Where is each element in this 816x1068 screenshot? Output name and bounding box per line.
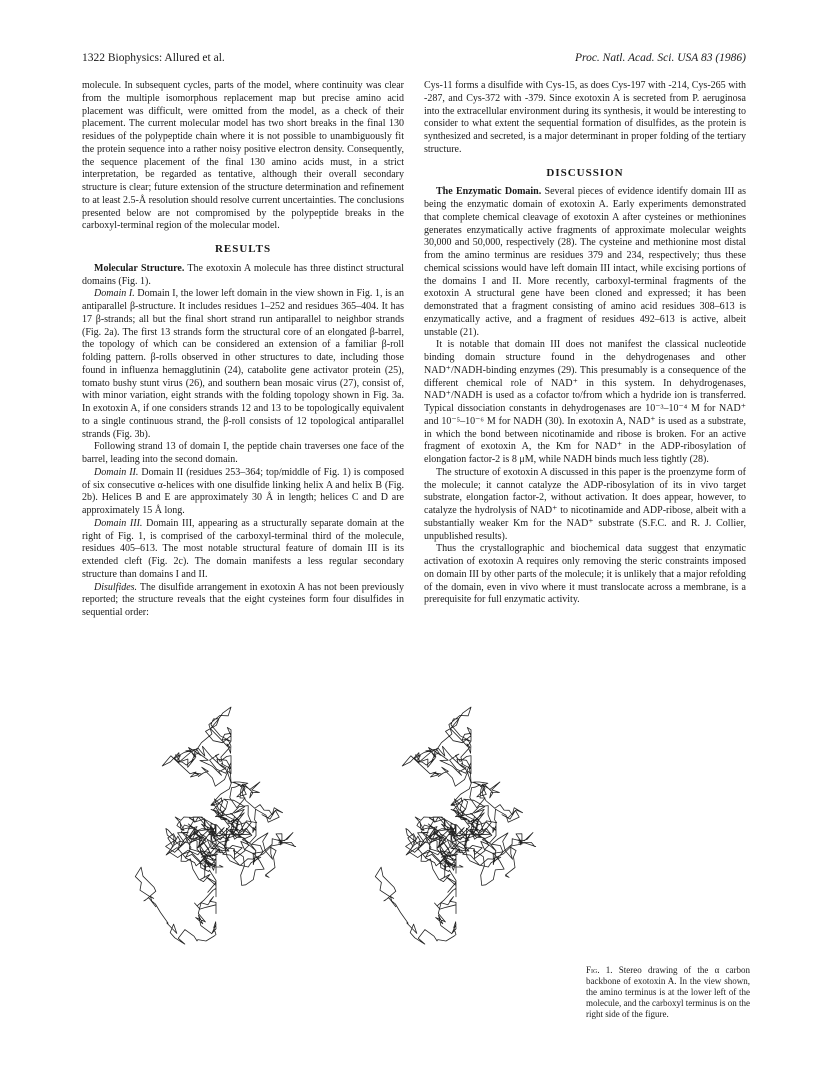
stereo-backbone-figure [96, 692, 566, 1027]
paragraph-text: The disulfide arrangement in exotoxin A has not been previously reported; the structure reveals that the eight cysteines form four disulfides in sequential order: [82, 581, 404, 618]
paragraph-text: Domain II (residues 253–364; top/middle of Fig. 1) is composed of six consecutive α-helices with one disulfide linking helix A and helix B (Fig. 2b). Helices B and E are approximately 30 Å in length; helices C and D are approximately 15 Å long. [82, 466, 404, 516]
results-heading: RESULTS [214, 243, 272, 255]
run-in-heading: Domain II. [94, 466, 139, 478]
paragraph: Following strand 13 of domain I, the peptide chain traverses one face of the barrel, leading into the second domain. [82, 441, 404, 465]
backbone-right-view [375, 707, 535, 944]
backbone-drawing [96, 692, 566, 1027]
paragraph: The structure of exotoxin A discussed in this paper is the proenzyme form of the molecule; it cannot catalyze the ADP-ribosylation of its in vivo target substrate, elongation factor-2, without activation. It does appear, however, to catalyze the hydrolysis of NAD⁺ to nicotinamide and ADP-ribose, albeit with a substantially weaker Km for the NAD⁺ substrate (S.F.C. and R. J. Collier, unpublished results). [424, 466, 746, 542]
backbone-left-view [135, 707, 295, 944]
figure-caption [586, 965, 750, 1020]
paragraph-text: Domain I, the lower left domain in the view shown in Fig. 1, is an antiparallel β-structure. It includes residues 1–252 and residues 365–404. It has 17 β-strands; all but the final short strand run antiparallel to neighbor strands (Fig. 2a). The first 13 strands form the structural core of an elongated β-barrel, the topology of which can be considered an extension of a familiar β-roll folding pattern. β-rolls observed in other structures to date, including those found in influenza hemagglutinin (24), catabolite gene activator protein (25), tomato bushy stunt virus (26), and southern bean mosaic virus (27), consist of, with minor variation, eight strands with the folding topology shown in Fig. 3a. In exotoxin A, if one considers strands 12 and 13 to be topologically equivalent to a single continuous strand, the β-roll consists of 12 topological antiparallel strands (Fig. 3b). [82, 288, 404, 440]
journal-citation: Proc. Natl. Acad. Sci. USA 83 (1986) [575, 52, 746, 64]
paragraph [82, 467, 404, 518]
paragraph-text: The exotoxin A molecule has three distinct structural domains (Fig. 1). [82, 262, 404, 287]
discussion-heading: DISCUSSION [546, 166, 624, 179]
paragraph: molecule. In subsequent cycles, parts of the model, where continuity was clear from the multiple isomorphous replacement map but precise amino acid placement was difficult, were omitted from the model, as a check of their placement. The current molecular model has two short breaks in the final 130 residues of the polypeptide chain where it is not possible to unambiguously fit the protein sequence into a rather noisy positive electron density. Consequently, the sequence placement of the final 130 amino acids must, in a strict interpretation, be regarded as tentative, although their overall secondary structure is clear; future extension of the structure determination and refinement to at least 2.5-Å resolution should resolve current uncertainties. The conclusions presented below are not compromised by the polypeptide breaks in the carboxyl-terminal region of the molecular model. [82, 80, 404, 232]
left-column [82, 80, 404, 620]
run-in-heading: Domain I. [94, 288, 135, 300]
run-in-heading: Molecular Structure. [94, 262, 185, 274]
figure-label: Fig. 1. [586, 965, 613, 975]
paragraph [82, 263, 404, 289]
paragraph [82, 288, 404, 441]
paragraph-text: Several pieces of evidence identify domain III as being the enzymatic domain of exotoxin A. Early experiments demonstrated that complete chemical cleavage of exotoxin A after cysteines or methionines generates enzymatically active fragments of approximate molecular weights 30,000 and 50,000, respectively (28). The cysteine and methionine most distal from the amino terminus are residues 379 and 234, respectively; thus these chemical scissions would have left domain III intact, while excising portions of the domains I and II. More recently, carboxyl-terminal fragments of the exotoxin A structural gene have been cloned and expressed; it has been demonstrated that a fragment consisting of amino acid residues 308–613 is enzymatically active, and a fragment of residues 492–613 is active, albeit unstable (21). [424, 186, 746, 338]
right-column [424, 80, 746, 607]
page-number-author: 1322 Biophysics: Allured et al. [82, 52, 225, 64]
paragraph [82, 582, 404, 620]
run-in-heading: Disulfides. [94, 581, 138, 593]
paragraph: Thus the crystallographic and biochemical data suggest that enzymatic activation of exotoxin A requires only removing the steric constraints imposed on domain III by other parts of the molecule; it is unlikely that a major refolding of the domain, even in vivo where it must translocate across a membrane, is a prerequisite for full enzymatic activity. [424, 543, 746, 606]
page-header [82, 52, 746, 68]
paragraph-text: Domain III, appearing as a structurally separate domain at the right of Fig. 1, is comprised of the carboxyl-terminal third of the molecule, residues 405–613. The most notable structural feature of domain III is its extended cleft (Fig. 2c). The domain manifests a less regular secondary structure than domains I and II. [82, 517, 405, 580]
backbone-trace [375, 707, 535, 944]
run-in-heading: Domain III. [94, 517, 143, 529]
run-in-heading: The Enzymatic Domain. [436, 186, 542, 198]
caption-text: Stereo drawing of the α carbon backbone of exotoxin A. In the view shown, the amino terminus is at the lower left of the molecule, and the carboxyl terminus is on the right side of the figure. [586, 965, 750, 1019]
backbone-trace [135, 707, 295, 944]
paragraph [424, 186, 746, 339]
paragraph [82, 518, 404, 582]
paragraph: It is notable that domain III does not manifest the classical nucleotide binding domain structure found in the dehydrogenases and other NAD⁺/NADH-binding enzymes (29). This presumably is a consequence of the different chemical role of NAD⁺ in this system. In dehydrogenases, NAD⁺/NADH is used as a cofactor to/from which a hydride ion is transferred. Typical dissociation constants in dehydrogenases are 10⁻³–10⁻⁴ M for NAD⁺ and 10⁻⁵–10⁻⁶ M for NADH (30). In exotoxin A, NAD⁺ is used as a substrate, in which the bond between nicotinamide and ribose is broken. For an active fragment of exotoxin A, the Km for NAD⁺ in the ADP-ribosylation of elongation factor-2 is 8 μM, while NADH binds much less tightly (28). [424, 339, 746, 465]
paragraph: Cys-11 forms a disulfide with Cys-15, as does Cys-197 with -214, Cys-265 with -287, and Cys-372 with -379. Since exotoxin A is secreted from P. aeruginosa into the extracellular environment during its synthesis, it would be interesting to consider to what extent the sequential formation of disulfides, as the protein is synthesized and secreted, is a major determinant in proper folding of the tertiary structure. [424, 80, 746, 155]
